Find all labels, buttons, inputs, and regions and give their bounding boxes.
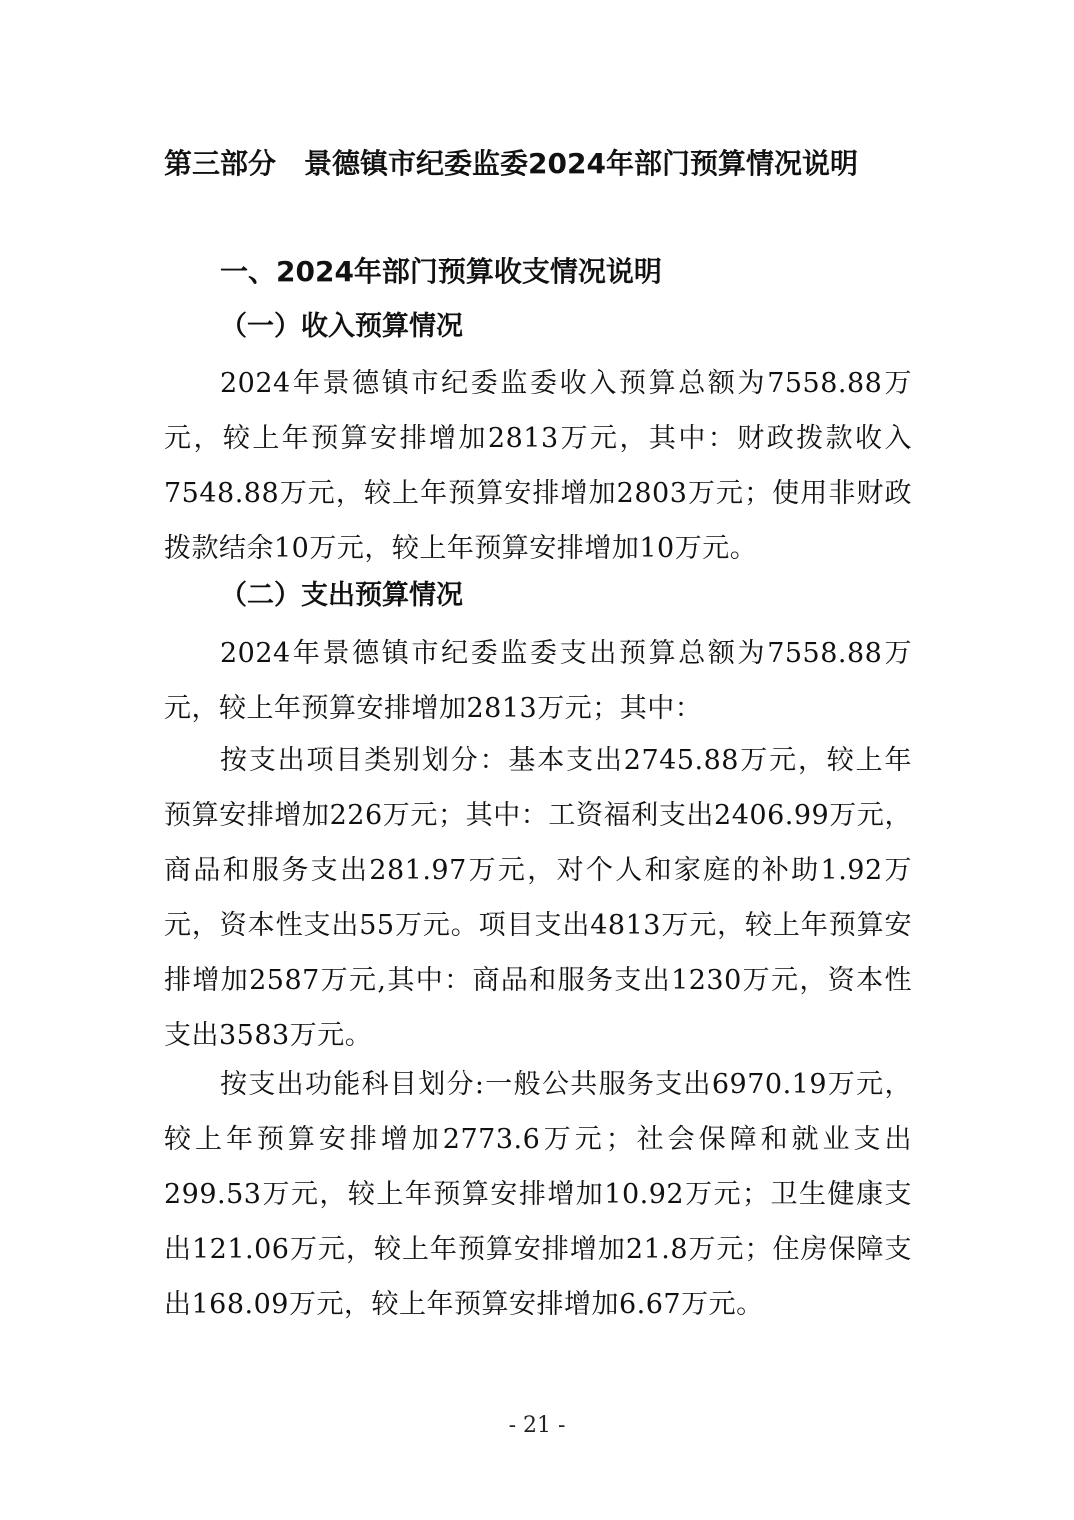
part-title-label: 第三部分 <box>164 147 277 180</box>
subsection-heading-expenditure: （二）支出预算情况 <box>220 580 463 611</box>
section-heading-1: 一、2024年部门预算收支情况说明 <box>220 255 662 288</box>
expenditure-paragraph-by-function: 按支出功能科目划分:一般公共服务支出6970.19万元，较上年预算安排增加2773.6万元；社会保障和就业支出299.53万元，较上年预算安排增加10.92万元；卫生健康支出121.06万元，较上年预算安排增加21.8万元；住房保障支出168.09万元，较上年预算安排增加6.67万元。 <box>164 1069 912 1320</box>
page-number: - 21 - <box>508 1413 566 1438</box>
expenditure-paragraph-total: 2024年景德镇市纪委监委支出预算总额为7558.88万元，较上年预算安排增加2813万元；其中： <box>164 638 912 724</box>
expenditure-paragraph-by-category: 按支出项目类别划分：基本支出2745.88万元，较上年预算安排增加226万元；其中：工资福利支出2406.99万元，商品和服务支出281.97万元，对个人和家庭的补助1.92万元，资本性支出55万元。项目支出4813万元，较上年预算安排增加2587万元,其中：商品和服务支出1230万元，资本性支出3583万元。 <box>164 745 912 1051</box>
page-footer <box>0 1410 1074 1442</box>
part-title <box>164 140 924 188</box>
income-paragraph: 2024年景德镇市纪委监委收入预算总额为7558.88万元，较上年预算安排增加2813万元，其中：财政拨款收入7548.88万元，较上年预算安排增加2803万元；使用非财政拨款结余10万元，较上年预算安排增加10万元。 <box>164 368 912 564</box>
subsection-heading-income: （一）收入预算情况 <box>220 311 463 342</box>
part-title-text: 景德镇市纪委监委2024年部门预算情况说明 <box>304 147 858 180</box>
